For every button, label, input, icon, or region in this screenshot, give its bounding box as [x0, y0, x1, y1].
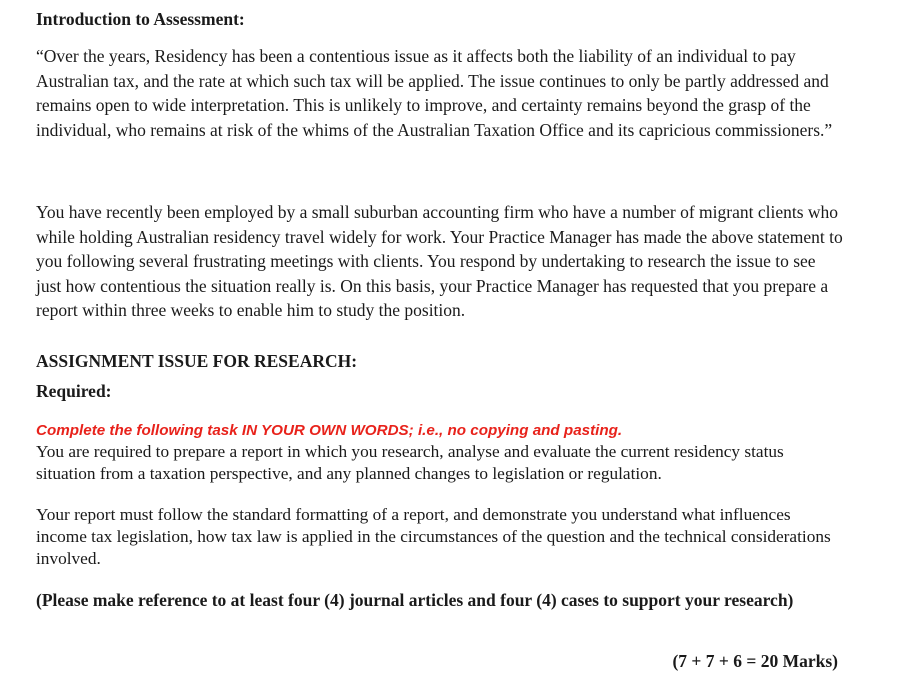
assignment-heading: ASSIGNMENT ISSUE FOR RESEARCH: — [36, 351, 358, 371]
required-label: Required: — [36, 381, 112, 401]
scenario-paragraph: You have recently been employed by a small suburban accounting firm who have a number of migrant clients who while holding Australian residency travel widely for work. Your Practice Manager has made the above statement to you following several frustrating meetings with clients. You respond by undertaking to research the issue to see just how contentious the situation really is. On this basis, your Practice Manager has requested that you prepare a report within three weeks to enable him to study the position. — [36, 202, 843, 321]
references-requirement: (Please make reference to at least four (4) journal articles and four (4) cases to support your research) — [36, 590, 794, 610]
intro-heading: Introduction to Assessment: — [36, 9, 245, 29]
residency-quote: “Over the years, Residency has been a contentious issue as it affects both the liability of an individual to pay Australian tax, and the rate at which such tax will be applied. The issue continues to only be partly addressed and remains open to wide interpretation. This is unlikely to improve, and certainty remains beyond the grasp of the individual, who remains at risk of the whims of the Australian Taxation Office and its capricious commissioners.” — [36, 46, 833, 140]
marks-allocation: (7 + 7 + 6 = 20 Marks) — [672, 651, 838, 671]
task-paragraph: You are required to prepare a report in which you research, analyse and evaluate the current residency status situation from a taxation perspective, and any planned changes to legislation or regulation. — [36, 442, 784, 483]
own-words-instruction: Complete the following task IN YOUR OWN WORDS; i.e., no copying and pasting. — [36, 422, 623, 439]
format-paragraph: Your report must follow the standard formatting of a report, and demonstrate you understand what influences income tax legislation, how tax law is applied in the circumstances of the question and the technical considerations involved. — [36, 505, 831, 568]
